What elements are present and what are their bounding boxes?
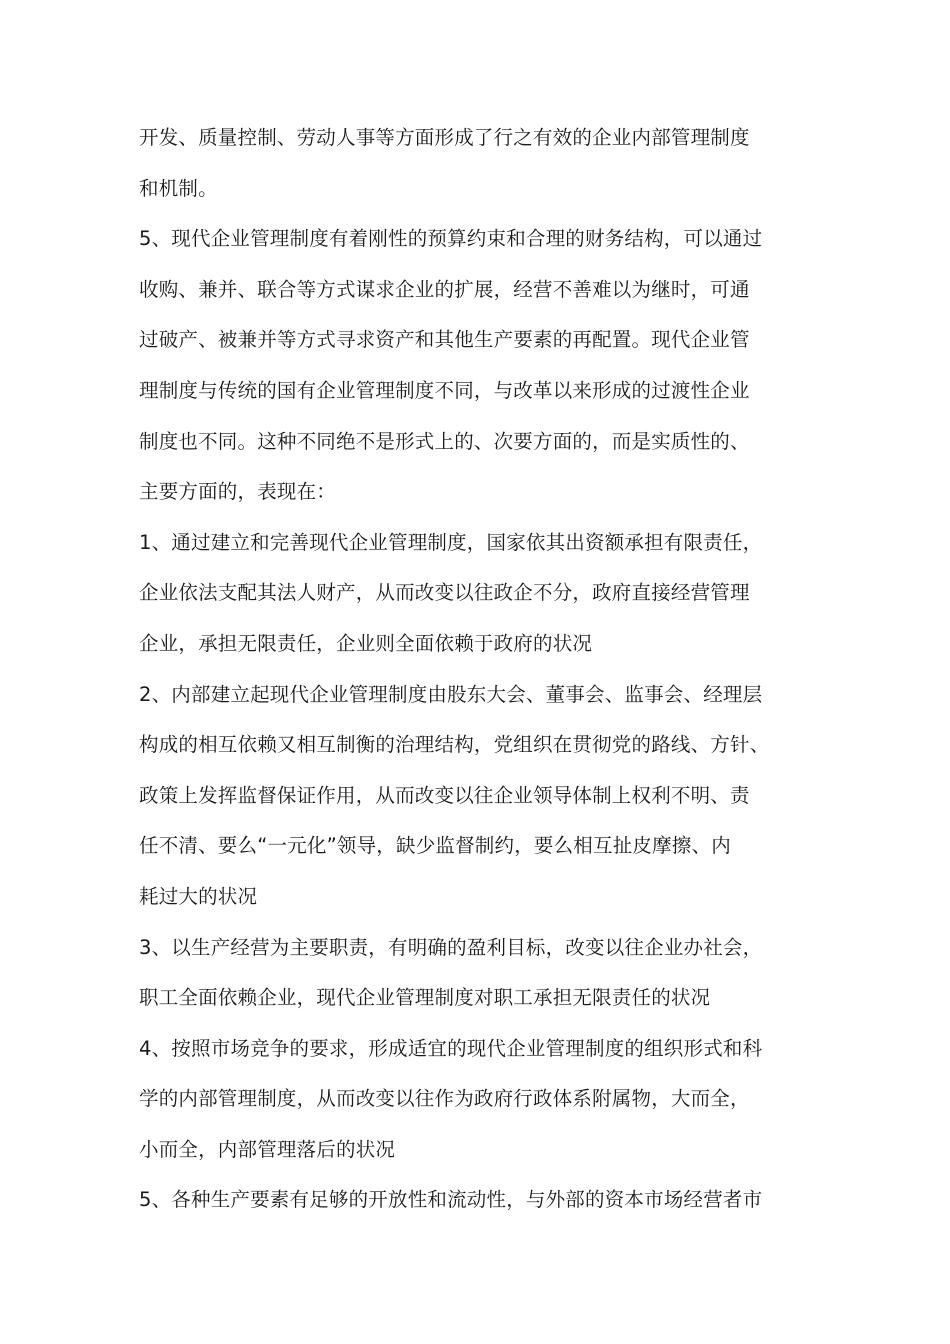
text-line: 过破产、被兼并等方式寻求资产和其他生产要素的再配置。现代企业管 xyxy=(139,328,750,352)
text-line: 收购、兼并、联合等方式谋求企业的扩展，经营不善难以为继时，可通 xyxy=(139,277,750,301)
text-line: 主要方面的，表现在： xyxy=(139,480,337,504)
text-line: 构成的相互依赖又相互制衡的治理结构，党组织在贯彻党的路线、方针、 xyxy=(139,733,770,757)
paragraph-point-3 xyxy=(139,923,819,1024)
text-line: 理制度与传统的国有企业管理制度不同，与改革以来形成的过渡性企业 xyxy=(139,378,750,402)
text-line: 小而全，内部管理落后的状况 xyxy=(139,1137,396,1161)
text-line: 企业依法支配其法人财产，从而改变以往政企不分，政府直接经营管理 xyxy=(139,581,750,605)
text-line: 和机制。 xyxy=(139,176,218,200)
text-line: 政策上发挥监督保证作用，从而改变以往企业领导体制上权利不明、责 xyxy=(139,783,750,807)
text-line: 5、各种生产要素有足够的开放性和流动性，与外部的资本市场经营者市 xyxy=(139,1188,763,1212)
document-body xyxy=(139,113,819,1226)
paragraph-item-5 xyxy=(139,214,819,518)
text-line: 4、按照市场竞争的要求，形成适宜的现代企业管理制度的组织形式和科 xyxy=(139,1036,763,1060)
paragraph-point-1 xyxy=(139,518,819,670)
paragraph-continuation xyxy=(139,113,819,214)
paragraph-point-5 xyxy=(139,1175,819,1226)
text-line: 企业，承担无限责任，企业则全面依赖于政府的状况 xyxy=(139,631,593,655)
text-line: 制度也不同。这种不同绝不是形式上的、次要方面的，而是实质性的、 xyxy=(139,429,750,453)
text-line: 1、通过建立和完善现代企业管理制度，国家依其出资额承担有限责任， xyxy=(139,530,763,554)
text-line: 2、内部建立起现代企业管理制度由股东大会、董事会、监事会、经理层 xyxy=(139,682,763,706)
text-line: 5、现代企业管理制度有着刚性的预算约束和合理的财务结构，可以通过 xyxy=(139,227,763,251)
text-line: 耗过大的状况 xyxy=(139,884,258,908)
text-line: 职工全面依赖企业，现代企业管理制度对职工承担无限责任的状况 xyxy=(139,986,711,1010)
text-line: 开发、质量控制、劳动人事等方面形成了行之有效的企业内部管理制度 xyxy=(139,126,750,149)
text-line: 学的内部管理制度，从而改变以往作为政府行政体系附属物，大而全， xyxy=(139,1087,750,1111)
paragraph-point-4 xyxy=(139,1024,819,1176)
paragraph-point-2 xyxy=(139,670,819,923)
text-line: 3、以生产经营为主要职责，有明确的盈利目标，改变以往企业办社会， xyxy=(139,935,763,959)
text-line: 任不清、要么“一元化”领导，缺少监督制约，要么相互扯皮摩擦、内 xyxy=(139,834,731,858)
